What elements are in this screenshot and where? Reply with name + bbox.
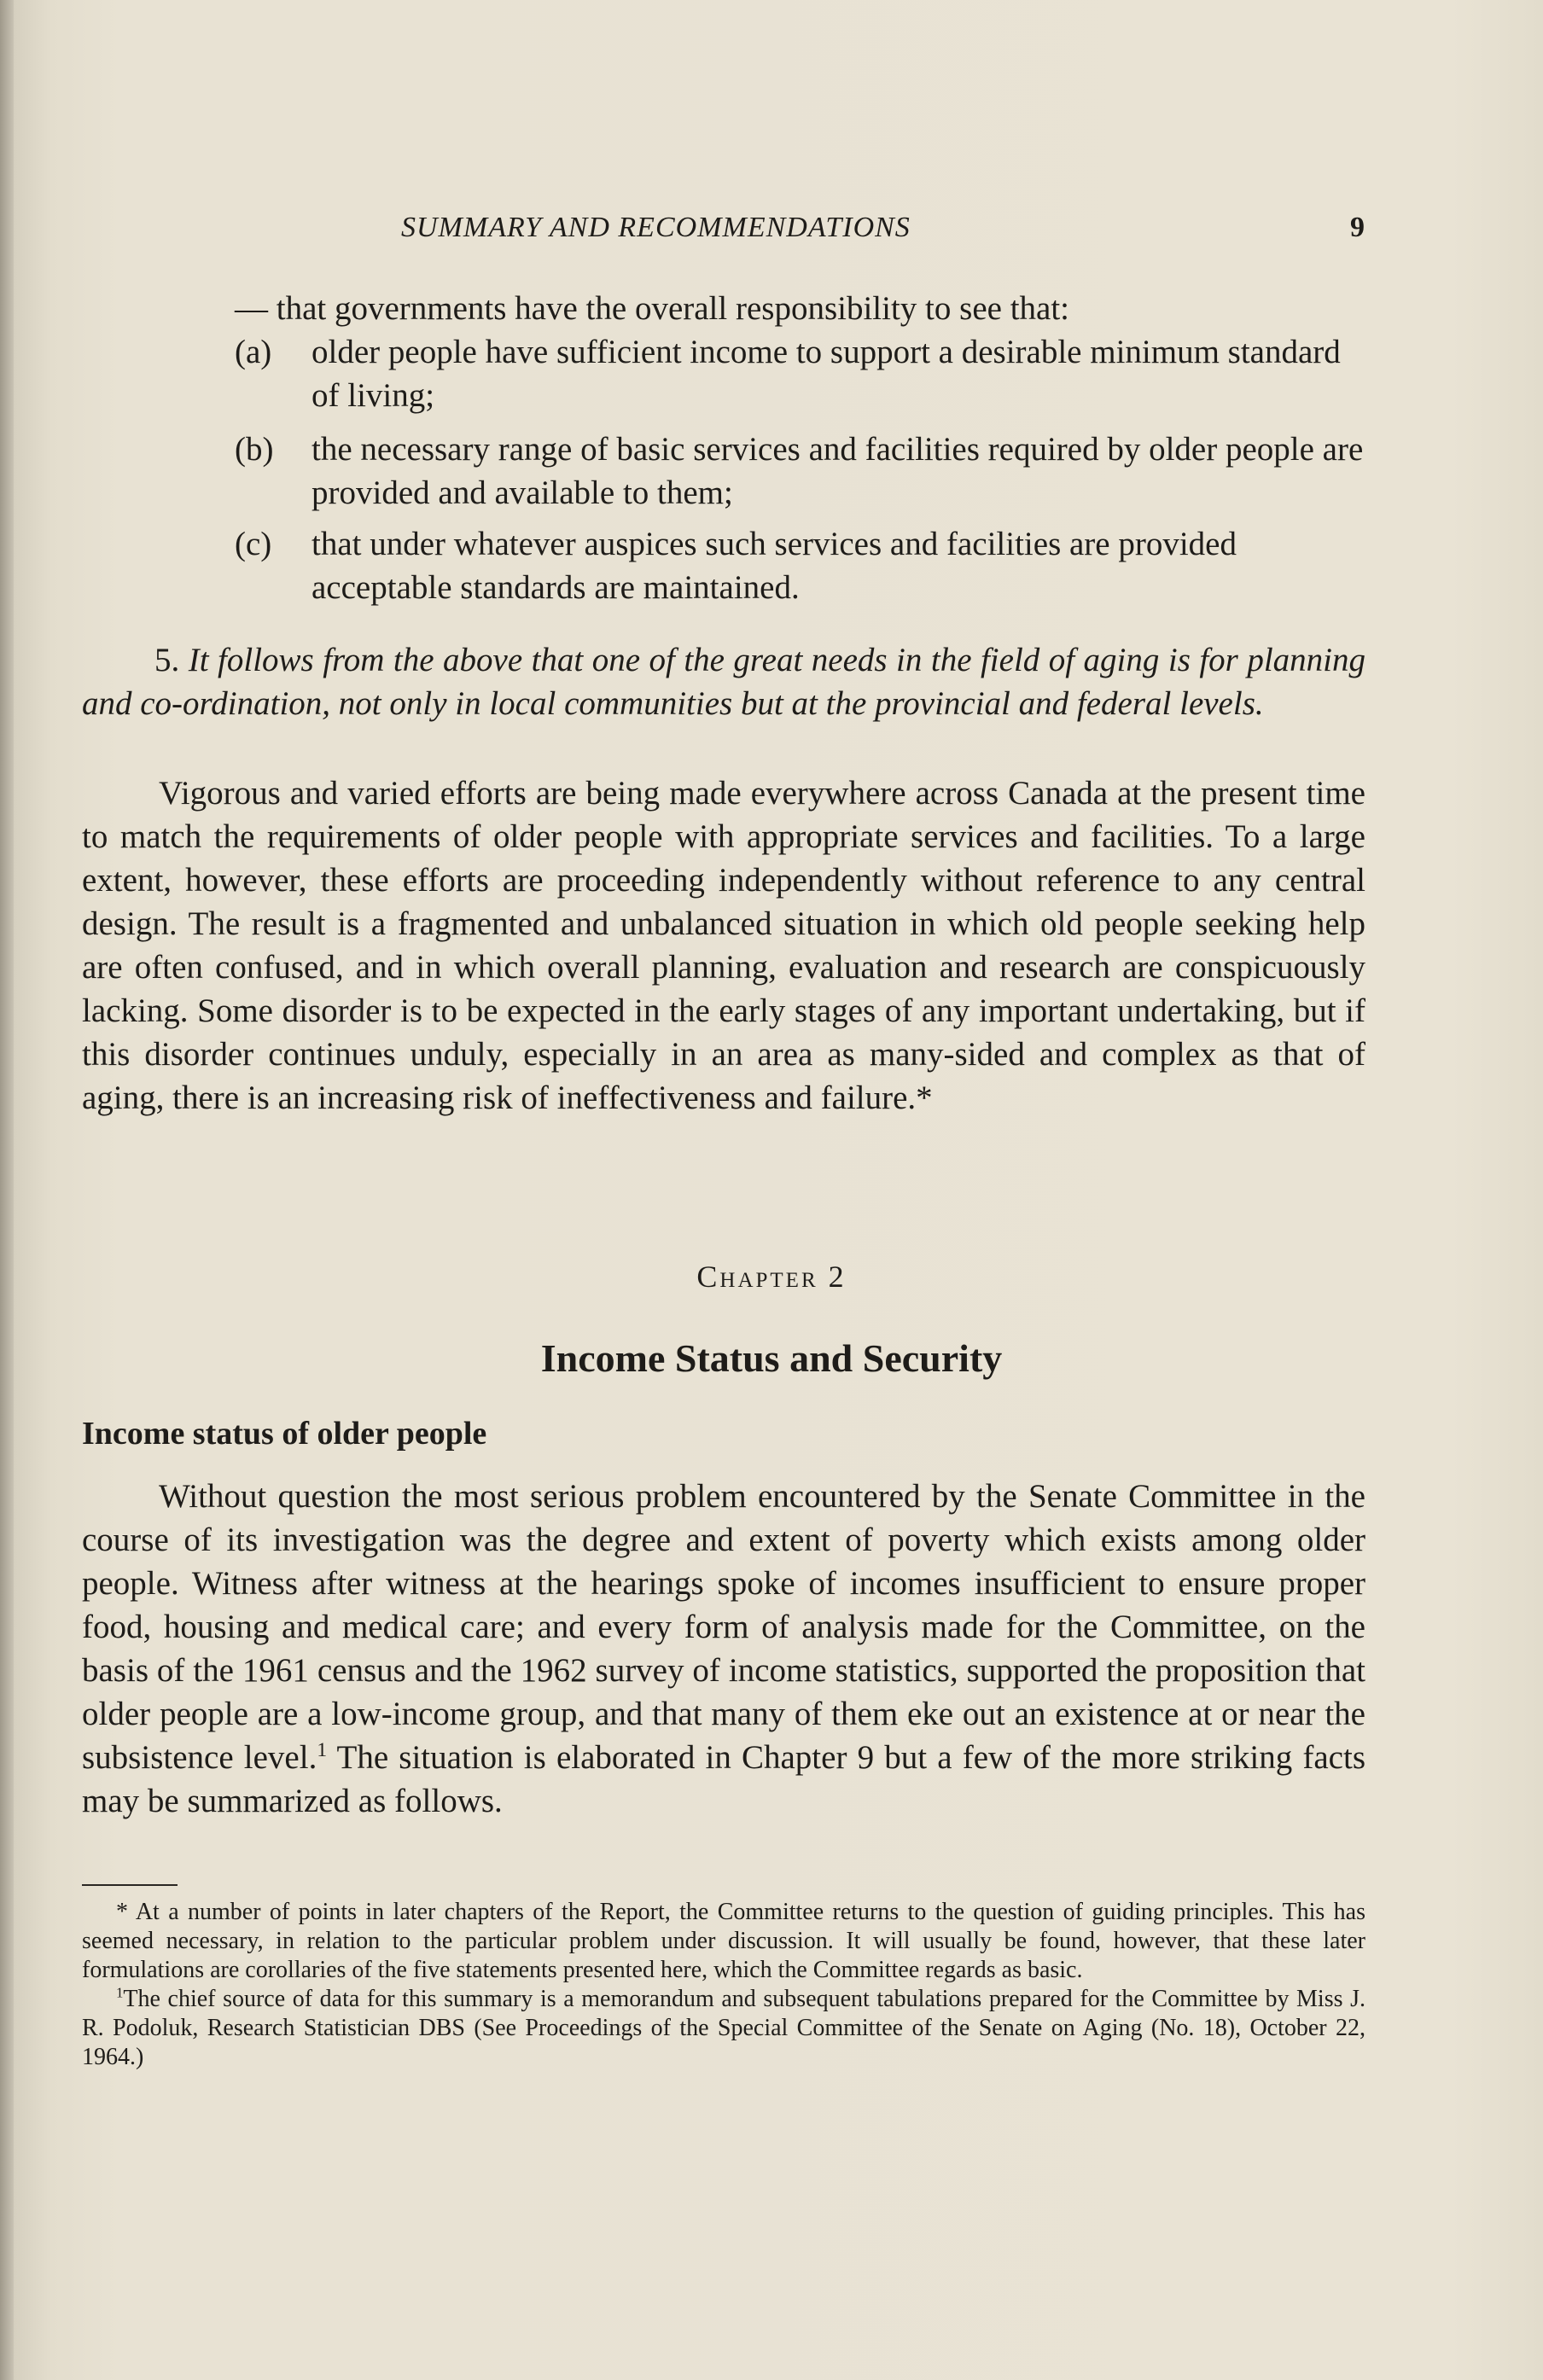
paragraph-income-status (82, 1475, 1365, 1823)
footnote-one (82, 1985, 1365, 2072)
responsibility-intro: — that governments have the overall responsibility to see that: (235, 290, 1070, 327)
footnote-marker: 1 (116, 1984, 124, 2001)
list-marker: (c) (235, 526, 272, 562)
paragraph-number: 5. (154, 642, 180, 678)
paragraph-5-text: It follows from the above that one of the great needs in the field of aging is for planning and co-ordination, not only in local communities but at the provincial and federal levels. (82, 642, 1366, 722)
running-head-title: SUMMARY AND RECOMMENDATIONS (401, 212, 911, 243)
paragraph-vigorous: Vigorous and varied efforts are being made everywhere across Canada at the present time to match the requirements of older people with appropriate services and facilities. To a large extent, however, these efforts are proceeding independently without reference to any central design. The result is a fragmented and unbalanced situation in which old people seeking help are often confused, and in which overall planning, evaluation and research are conspicuously lacking. Some disorder is to be expected in the early stages of any important undertaking, but if this disorder continues unduly, especially in an area as many-sided and complex as that of aging, there is an increasing risk of ineffectiveness and failure.* (82, 775, 1365, 1116)
footnote-star: * At a number of points in later chapters of the Report, the Committee returns to the question of guiding principles. This has seemed necessary, in relation to the particular problem under discussion. It will usually be found, however, that these later formulations are corollaries of the five statements presented here, which the Committee regards as basic. (82, 1899, 1365, 1983)
chapter-label: Chapter 2 (696, 1260, 847, 1294)
footnote-rule (82, 1884, 178, 1886)
list-item-text: the necessary range of basic services and facilities required by older people are provided and available to them; (312, 431, 1364, 511)
section-heading: Income status of older people (82, 1416, 487, 1452)
footnote-one-text: The chief source of data for this summary is a memorandum and subsequent tabulations prepared for the Committee by Miss J. R. Podoluk, Research Statistician DBS (See Proceedings of the Special Committee of the Senate on Aging (No. 18), October 22, 1964.) (82, 1986, 1365, 2070)
running-head (401, 212, 1365, 254)
list-item-b (235, 428, 1365, 515)
list-item-a (235, 330, 1365, 417)
book-spine-shadow (0, 0, 14, 2380)
list-item-text: older people have sufficient income to support a desirable minimum standard of living; (312, 334, 1341, 414)
paragraph-5 (82, 638, 1365, 725)
paragraph-text: Without question the most serious problem encountered by the Senate Committee in the course of its investigation was the degree and extent of poverty which exists among older people. Witness after witness at the hearings spoke of incomes insufficient to ensure proper food, housing and medical care; and every form of analysis made for the Committee, on the basis of the 1961 census and the 1962 survey of income statistics, supported the proposition that older people are a low-income group, and that many of them eke out an existence at or near the subsistence level. (82, 1478, 1365, 1776)
list-item-text: that under whatever auspices such services and facilities are provided acceptable standards are maintained. (312, 526, 1237, 606)
list-marker: (a) (235, 334, 272, 370)
chapter-title: Income Status and Security (540, 1336, 1003, 1380)
list-item-c (235, 522, 1365, 609)
list-marker: (b) (235, 431, 274, 468)
footnote-reference: 1 (317, 1739, 328, 1761)
page-number: 9 (1350, 212, 1365, 243)
paragraph-text-continued: The situation is elaborated in Chapter 9 but a few of the more striking facts may be summarized as follows. (82, 1739, 1365, 1819)
footnotes (82, 1898, 1365, 2072)
